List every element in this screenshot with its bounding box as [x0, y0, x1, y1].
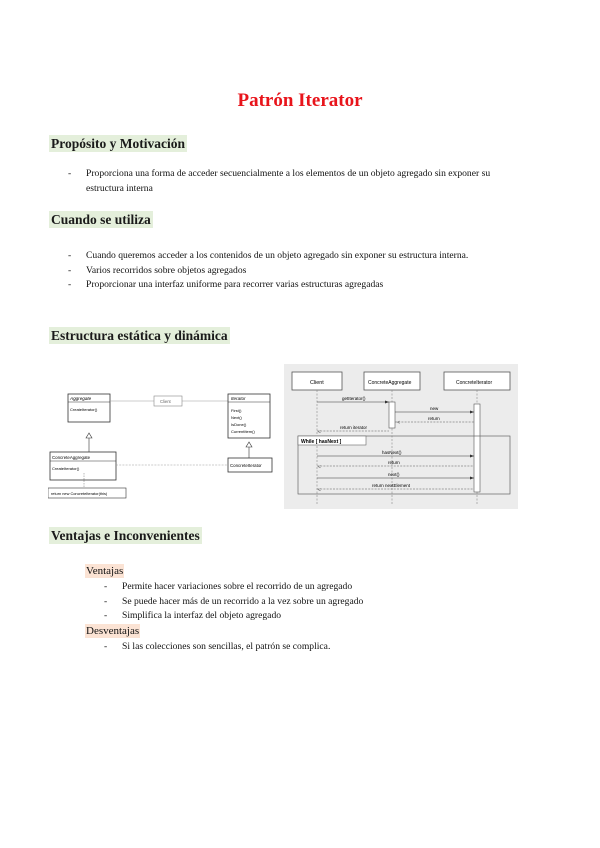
- heading-proposito: Propósito y Motivación: [51, 136, 185, 151]
- list-desventajas: [100, 640, 500, 655]
- list-item: - Proporcionar una interfaz uniforme para recorrer varias estructuras agregadas: [64, 278, 514, 293]
- iterator-name: Iterator: [231, 396, 246, 401]
- participant-concrete-aggregate-label: ConcreteAggregate: [368, 380, 412, 386]
- inheritance-arrow: [246, 442, 252, 447]
- desventajas-label: Desventajas: [86, 625, 140, 637]
- client-name: Client: [160, 399, 171, 404]
- page-title: Patrón Iterator: [237, 90, 363, 111]
- aggregate-op: CreateIterator(): [70, 407, 98, 412]
- ventajas-label: Ventajas: [86, 565, 124, 577]
- msg-label: getIterator(): [342, 396, 366, 401]
- heading-cuando: Cuando se utiliza: [51, 212, 151, 227]
- iterator-op: CurrentItem(): [231, 429, 255, 434]
- concrete-aggregate-op: CreateIterator(): [52, 466, 80, 471]
- iterator-op: IsDone(): [231, 422, 247, 427]
- heading-estructura: Estructura estática y dinámica: [51, 328, 228, 343]
- list-item: - Permite hacer variaciones sobre el recorrido de un agregado: [100, 580, 500, 595]
- participant-client-label: Client: [310, 380, 324, 386]
- svg-text:<: <: [318, 487, 321, 494]
- list-item: - Se puede hacer más de un recorrido a la vez sobre un agregado: [100, 595, 500, 610]
- msg-label: hasNext(): [382, 450, 402, 455]
- inheritance-arrow: [86, 433, 92, 438]
- note-text: return new ConcreteIterator(this): [51, 491, 108, 496]
- svg-text:<: <: [318, 464, 321, 471]
- list-ventajas: [100, 580, 500, 624]
- list-item: - Varios recorridos sobre objetos agregados: [64, 264, 514, 279]
- msg-label: return nextElement: [372, 483, 411, 488]
- list-item: - Simplifica la interfaz del objeto agregado: [100, 609, 500, 624]
- list-item: - Cuando queremos acceder a los contenidos de un objeto agregado sin exponer su estructura interna.: [64, 249, 514, 264]
- list-item: - Proporciona una forma de acceder secuencialmente a los elementos de un objeto agregado sin exponer su estructura interna: [64, 167, 514, 196]
- loop-label: While [ hasNext ]: [301, 439, 342, 445]
- msg-label: new: [430, 406, 439, 411]
- svg-text:<: <: [318, 429, 321, 436]
- msg-label: return: [388, 460, 400, 465]
- svg-text:<: <: [397, 420, 400, 426]
- list-item: - Si las colecciones son sencillas, el patrón se complica.: [100, 640, 500, 655]
- iterator-op: First(): [231, 408, 242, 413]
- concrete-iterator-name: ConcreteIterator: [230, 463, 262, 468]
- list-cuando: [64, 249, 514, 293]
- list-proposito: [64, 167, 514, 196]
- aggregate-name: Aggregate: [70, 396, 92, 401]
- concrete-aggregate-name: ConcreteAggregate: [52, 455, 91, 460]
- msg-label: next(): [388, 472, 400, 477]
- class-diagram: [48, 388, 278, 503]
- iterator-op: Next(): [231, 415, 242, 420]
- msg-label: return: [428, 416, 440, 421]
- participant-concrete-iterator-label: ConcreteIterator: [456, 380, 493, 386]
- msg-label: return iterator: [340, 425, 368, 430]
- sequence-diagram: [284, 364, 518, 509]
- heading-ventajas-inconvenientes: Ventajas e Inconvenientes: [51, 528, 200, 543]
